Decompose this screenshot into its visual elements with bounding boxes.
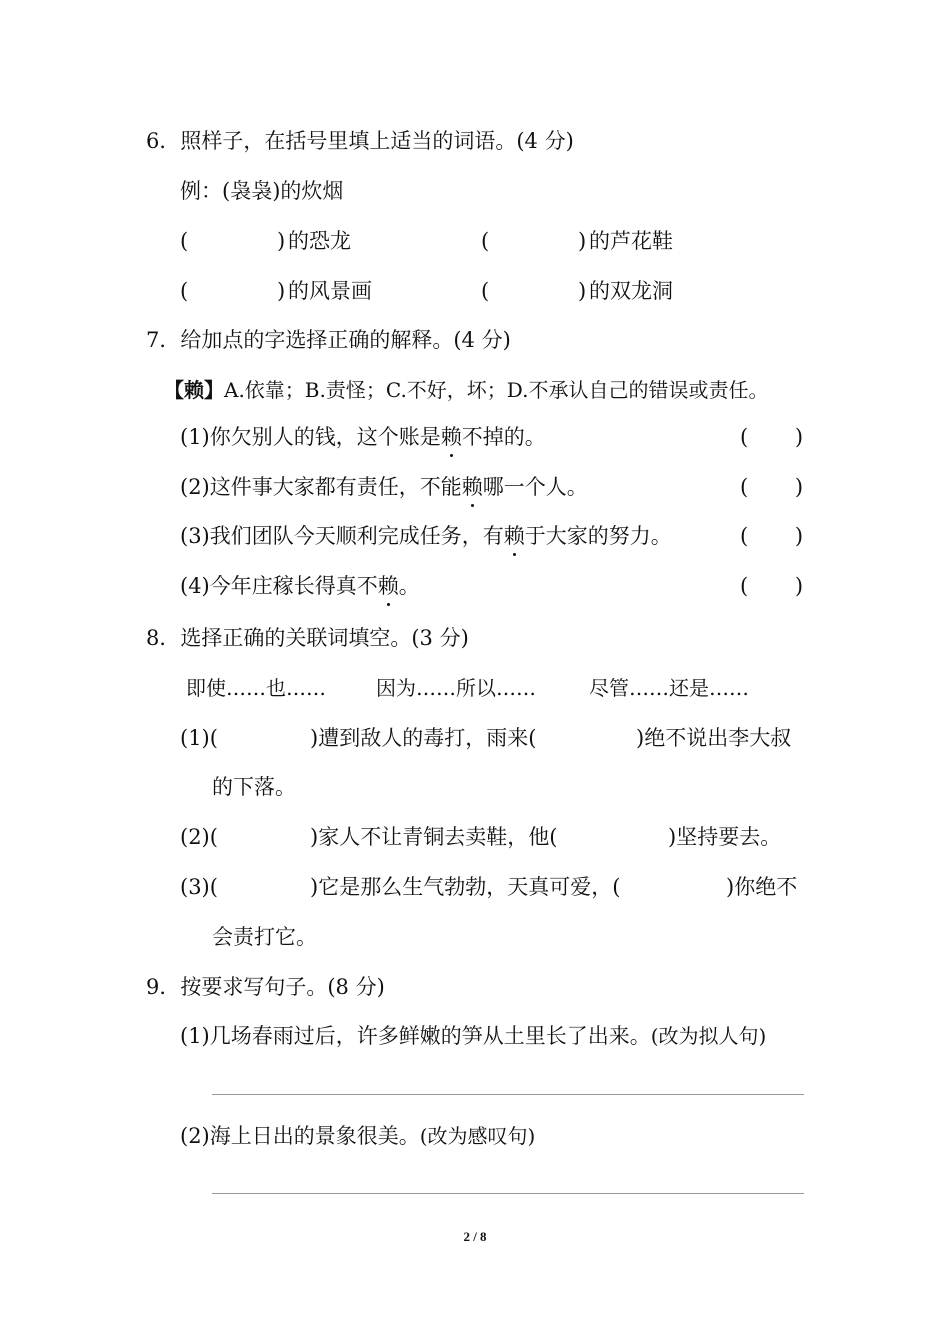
q7-sentence-text: (2)这件事大家都有责任，不能	[180, 475, 462, 499]
q8-option-1: 即使……也……	[186, 676, 326, 700]
q9-requirement: (改为拟人句)	[650, 1024, 767, 1048]
q7-sentence-text: (3)我们团队今天顺利完成任务，有	[180, 524, 504, 548]
q9-sentence-1	[180, 1021, 766, 1051]
q7-sentence-text: 于大家的努力。	[524, 524, 672, 548]
q7-dotted-char: 赖	[504, 521, 525, 551]
q6-item-suffix: 的风景画	[288, 279, 372, 303]
q7-dotted-char: 赖	[462, 472, 483, 502]
q8-sentence-part: )绝不说出李大叔	[636, 726, 792, 750]
q8-sentence-1-cont: 的下落。	[212, 775, 296, 799]
q6-item-close: )	[578, 229, 587, 253]
q8-sentence-3-cont: 会责打它。	[212, 925, 317, 949]
q9-sentence-text: (1)几场春雨过后，许多鲜嫩的笋从土里长了出来。	[180, 1024, 651, 1048]
q9-sentence-2	[180, 1121, 535, 1151]
q6-example: 例：(袅袅)的炊烟	[180, 179, 344, 203]
q9-requirement: (改为感叹句)	[419, 1124, 536, 1148]
q7-sentence-text: (4)今年庄稼长得真不	[180, 574, 378, 598]
q7-dotted-char: 赖	[378, 571, 399, 601]
q7-definition-char: 【赖】	[164, 378, 224, 402]
q7-answer-blank-2: ( )	[740, 475, 804, 499]
q8-sentence-part: (1)(	[180, 726, 218, 750]
q9-title: 9．按要求写句子。(8 分)	[146, 975, 385, 999]
q7-answer-blank-3: ( )	[740, 524, 804, 548]
q7-dotted-char: 赖	[441, 422, 462, 452]
q7-sentence-text: 哪一个人。	[482, 475, 588, 499]
q9-answer-line-1[interactable]	[212, 1094, 804, 1095]
q9-answer-line-2[interactable]	[212, 1193, 804, 1194]
q8-sentence-part: )你绝不	[726, 875, 798, 899]
q7-sentence-text: 不掉的。	[461, 425, 546, 449]
q8-sentence-part: (2)(	[180, 825, 218, 849]
q8-option-3: 尽管……还是……	[589, 676, 749, 700]
q6-item-suffix: 的双龙洞	[589, 279, 673, 303]
q6-item-open: (	[481, 279, 490, 303]
q7-definition-text: A.依靠；B.责怪；C.不好，坏；D.不承认自己的错误或责任。	[224, 378, 769, 402]
q8-sentence-part: )家人不让青铜去卖鞋，他(	[310, 825, 558, 849]
page-number: 2 / 8	[463, 1229, 487, 1244]
q8-sentence-part: )坚持要去。	[668, 825, 782, 849]
q7-definition	[164, 375, 768, 405]
q7-answer-blank-1: ( )	[740, 425, 804, 449]
q7-sentence-4	[180, 571, 420, 601]
q7-title: 7．给加点的字选择正确的解释。(4 分)	[146, 328, 511, 352]
q6-item-close: )	[277, 279, 286, 303]
q6-item-open: (	[180, 279, 189, 303]
q7-answer-blank-4: ( )	[740, 574, 804, 598]
q6-item-open: (	[180, 229, 189, 253]
q8-option-2: 因为……所以……	[376, 676, 536, 700]
q6-title: 6．照样子，在括号里填上适当的词语。(4 分)	[146, 129, 574, 153]
q7-sentence-2	[180, 472, 588, 502]
q6-item-suffix: 的芦花鞋	[589, 229, 673, 253]
q8-sentence-part: (3)(	[180, 875, 218, 899]
q6-item-open: (	[481, 229, 490, 253]
q6-item-suffix: 的恐龙	[288, 229, 351, 253]
q6-item-close: )	[578, 279, 587, 303]
q9-sentence-text: (2)海上日出的景象很美。	[180, 1124, 420, 1148]
q7-sentence-3	[180, 521, 672, 551]
q6-item-close: )	[277, 229, 286, 253]
q7-sentence-1	[180, 422, 546, 452]
q8-title: 8．选择正确的关联词填空。(3 分)	[146, 626, 469, 650]
q7-sentence-text: (1)你欠别人的钱，这个账是	[180, 425, 441, 449]
q8-sentence-part: )它是那么生气勃勃，天真可爱，(	[310, 875, 621, 899]
q8-sentence-part: )遭到敌人的毒打，雨来(	[310, 726, 537, 750]
q7-sentence-text: 。	[398, 574, 420, 598]
